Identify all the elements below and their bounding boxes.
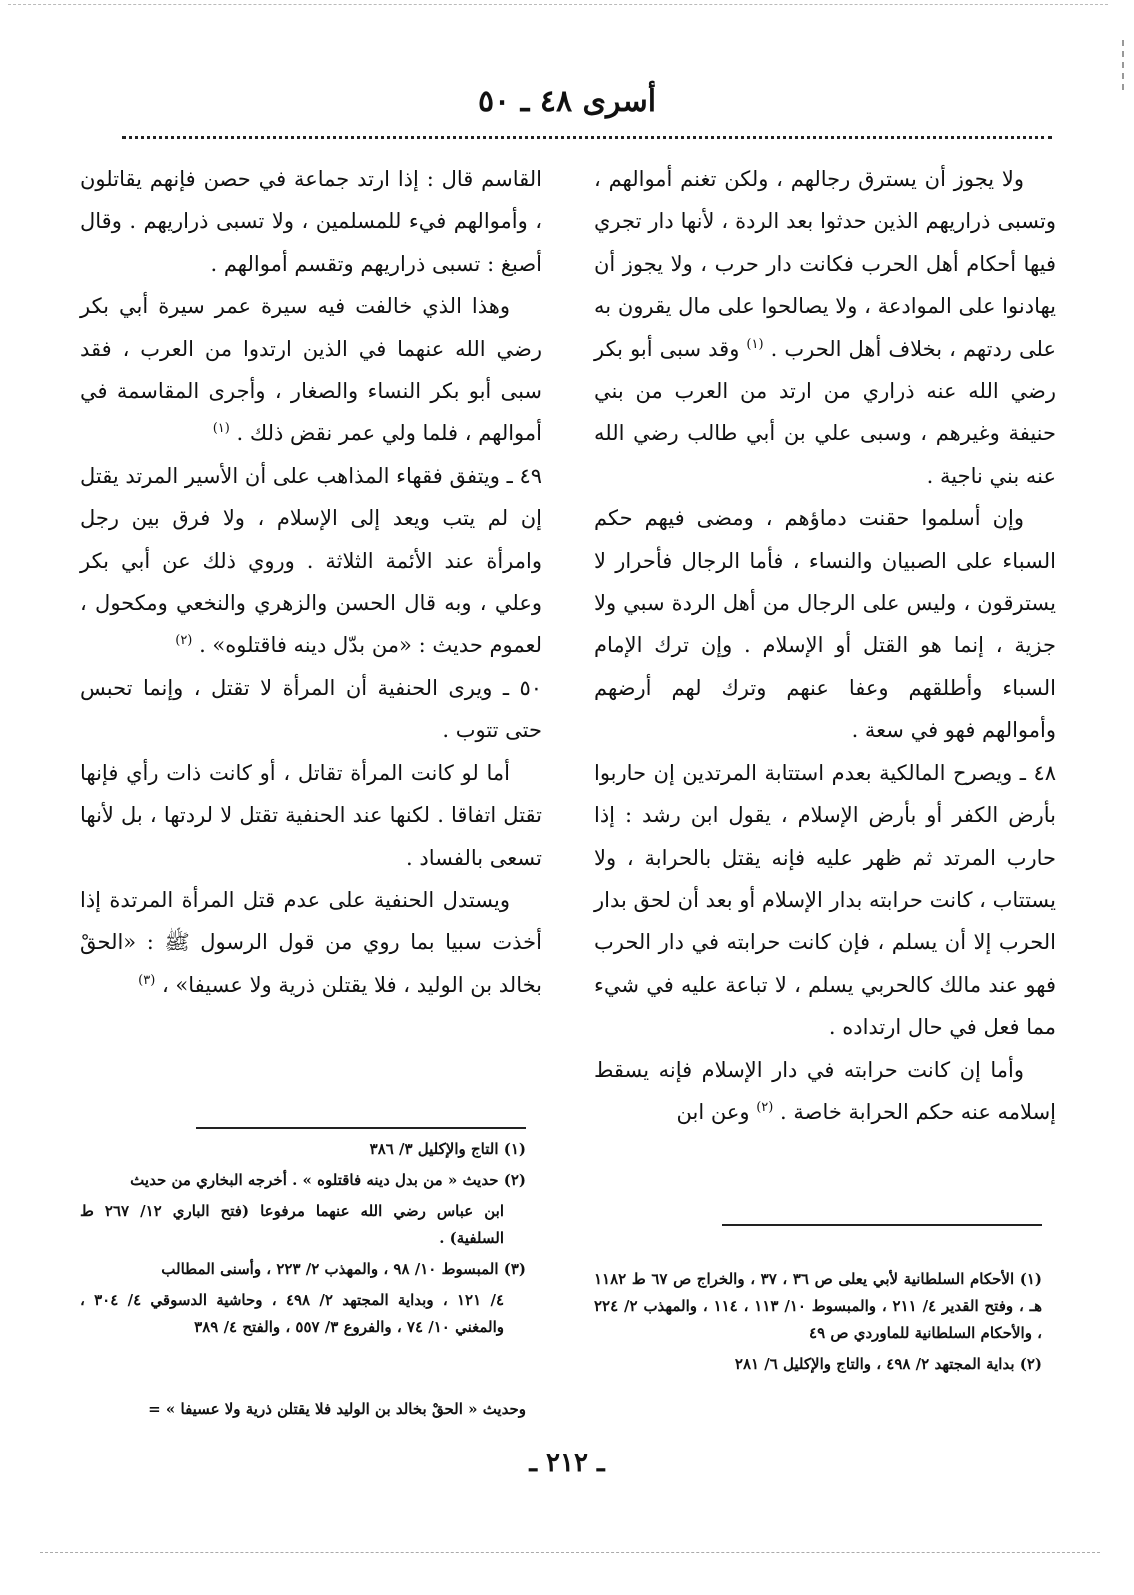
footnote: (١) التاج والإكليل ٣/ ٣٨٦ [369, 1140, 526, 1158]
section-50: ٥٠ ـ ويرى الحنفية أن المرأة لا تقتل ، وإنما تحبس حتى تتوب . [80, 675, 542, 743]
bottom-edge-rule [40, 1552, 1100, 1553]
footnote-separator [196, 1127, 526, 1129]
footnote-separator [722, 1224, 1042, 1226]
running-header: أسرى ٤٨ ـ ٥٠ [477, 84, 657, 119]
footnote-continuation: ٤/ ١٢١ ، وبداية المجتهد ٢/ ٤٩٨ ، وحاشية الدسوقي ٤/ ٣٠٤ ، والمغني ١٠/ ٧٤ ، والفروع ٣/ ٥٥٧ ، والفتح ٤/ ٣٨٩ [80, 1291, 504, 1336]
header-dotted-rule [122, 136, 1052, 139]
paragraph: وأما إن كانت حرابته في دار الإسلام فإنه يسقط إسلامه عنه حكم الحرابة خاصة . $^{(٢)}$ وعن ابن [594, 1057, 1056, 1124]
footnote: (٣) المبسوط ١٠/ ٩٨ ، والمهذب ٢/ ٢٢٣ ، وأسنى المطالب [161, 1260, 526, 1278]
footnotes-left [80, 1136, 526, 1345]
footnotes-right [594, 1266, 1042, 1382]
footnote: (١) الأحكام السلطانية لأبي يعلى ص ٣٦ ، ٣٧ ، والخراج ص ٦٧ ط ١١٨٢ هـ ، وفتح القدير ٤/ ٢١١ ، والمبسوط ١٠/ ١١٣ ، ١١٤ ، والمهذب ٢/ ٢٢٤ ، والأحكام السلطانية للماوردي ص ٤٩ [594, 1270, 1042, 1342]
footnote-carryover: وحديث « الحقْ بخالد بن الوليد فلا يقتلن ذرية ولا عسيفا » = [148, 1400, 526, 1418]
footnote-ref: (١) [212, 421, 230, 437]
footnote-ref: (٢) [175, 633, 193, 649]
right-column [594, 158, 1056, 1133]
margin-mark [1122, 40, 1128, 90]
footnote: (٢) بداية المجتهد ٢/ ٤٩٨ ، والتاج والإكليل ٦/ ٢٨١ [734, 1355, 1042, 1373]
footnote-ref: (١) [746, 336, 764, 352]
footnote-ref: (٣) [138, 972, 156, 988]
section-49: ٤٩ ـ ويتفق فقهاء المذاهب على أن الأسير المرتد يقتل إن لم يتب ويعد إلى الإسلام ، ولا فرق بين رجل وامرأة عند الأئمة الثلاثة . وروي ذلك عن أبي بكر وعلي ، وبه قال الحسن والزهري والنخعي ومكحول ، لعموم حديث : «من بدّل دينه فاقتلوه» . $^{(٢)}$ [80, 463, 542, 658]
paragraph: أما لو كانت المرأة تقاتل ، أو كانت ذات رأي فإنها تقتل اتفاقا . لكنها عند الحنفية تقتل لا لردتها ، بل لأنها تسعى بالفساد . [80, 760, 542, 870]
paragraph: القاسم قال : إذا ارتد جماعة في حصن فإنهم يقاتلون ، وأموالهم فيء للمسلمين ، ولا تسبى ذراريهم . وقال أصبغ : تسبى ذراريهم وتقسم أموالهم . [80, 167, 542, 276]
paragraph: ويستدل الحنفية على عدم قتل المرأة المرتدة إذا أخذت سبيا بما روي من قول الرسول ﷺ : «الحقْ بخالد بن الوليد ، فلا يقتلن ذرية ولا عسيفا» ، $^{(٣)}$ [80, 887, 542, 997]
paragraph: وهذا الذي خالفت فيه سيرة عمر سيرة أبي بكر رضي الله عنهما في الذين ارتدوا من العرب ، فقد سبى أبو بكر النساء والصغار ، وأجرى المقاسمة في أموالهم ، فلما ولي عمر نقض ذلك . $^{(١)}$ [80, 294, 542, 446]
footnote-continuation: ابن عباس رضي الله عنهما مرفوعا (فتح الباري ١٢/ ٢٦٧ ط السلفية) . [80, 1202, 504, 1247]
paragraph: وإن أسلموا حقنت دماؤهم ، ومضى فيهم حكم السباء على الصبيان والنساء ، فأما الرجال فأحرار لا يسترقون ، وليس على الرجال من أهل الردة سبي ولا جزية ، إنما هو القتل أو الإسلام . وإن ترك الإمام السباء وأطلقهم وعفا عنهم وترك لهم أرضهم وأموالهم فهو في سعة . [594, 506, 1056, 743]
section-48: ٤٨ ـ ويصرح المالكية بعدم استتابة المرتدين إن حاربوا بأرض الكفر أو بأرض الإسلام ، يقول ابن رشد : إذا حارب المرتد ثم ظهر عليه فإنه يقتل بالحرابة ، ولا يستتاب ، كانت حرابته بدار الإسلام أو بعد أن لحق بدار الحرب إلا أن يسلم ، فإن كانت حرابته في دار الحرب فهو عند مالك كالحربي يسلم ، لا تباعة عليه في شيء مما فعل في حال ارتداده . [594, 760, 1056, 1040]
top-edge-rule [8, 4, 1108, 5]
paragraph: ولا يجوز أن يسترق رجالهم ، ولكن تغنم أموالهم ، وتسبى ذراريهم الذين حدثوا بعد الردة ، لأنها دار تجري فيها أحكام أهل الحرب فكانت دار حرب ، ولا يجوز أن يهادنوا على الموادعة ، ولا يصالحوا على مال يقرون به على ردتهم ، بخلاف أهل الحرب . $^{(١)}$ وقد سبى أبو بكر رضي الله عنه ذراري من ارتد من العرب من بني حنيفة وغيرهم ، وسبى علي بن أبي طالب رضي الله عنه بني ناجية . [594, 167, 1056, 488]
footnote: (٢) حديث « من بدل دينه فاقتلوه » . أخرجه البخاري من حديث [130, 1171, 526, 1189]
footnote-ref: (٢) [756, 1099, 774, 1115]
page-number: ـ ٢١٢ ـ [529, 1448, 605, 1478]
left-column [80, 158, 542, 1006]
